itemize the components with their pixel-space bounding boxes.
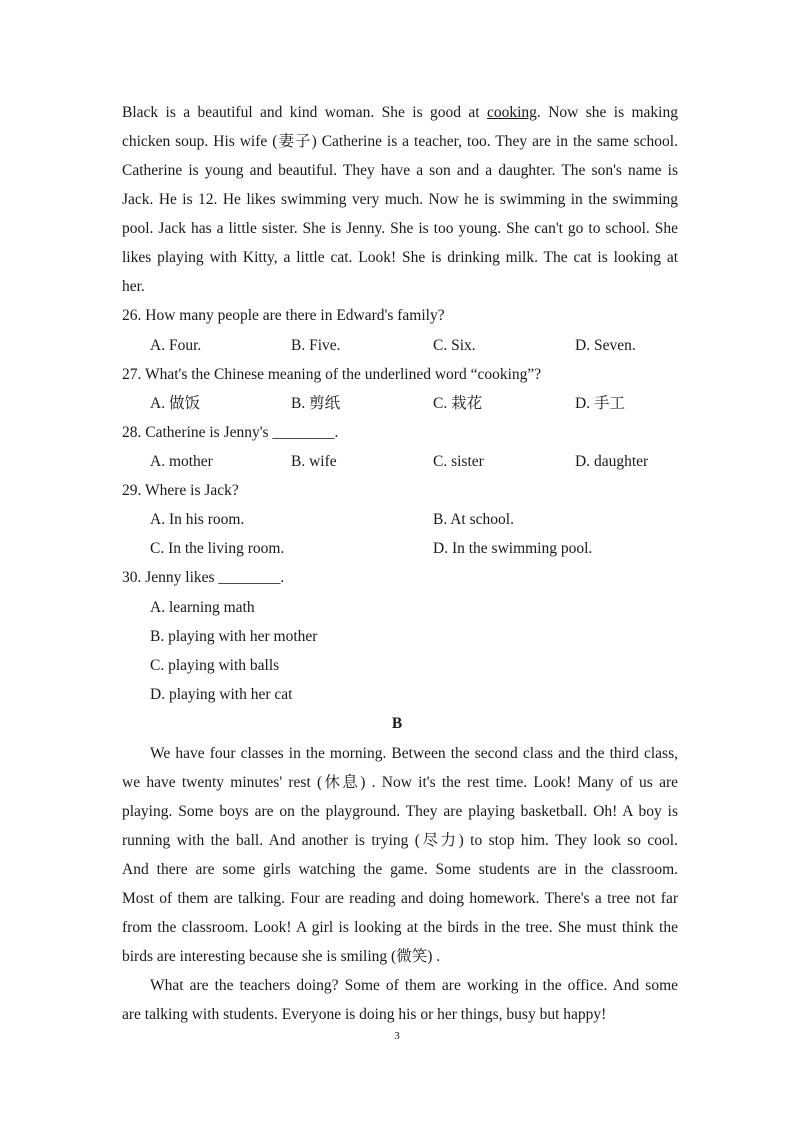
page-number: 3 [394,1030,400,1042]
section-b-p1-line-4: running with the ball. And another is trying (尽力) to stop him. They look so cool. [122,832,678,849]
question-30-option-a: A. learning math [150,599,255,616]
passage-text: . Now she is making [536,104,678,121]
section-b-p1-line-2: we have twenty minutes' rest (休息) . Now it's the rest time. Look! Many of us are [122,774,678,791]
underlined-word-cooking: cooking [486,104,537,121]
section-b-p2-line-1: What are the teachers doing? Some of them are working in the office. And some [150,977,678,994]
question-28-option-b: B. wife [291,453,337,470]
question-30-stem: 30. Jenny likes ________. [122,569,285,586]
question-27-option-a: A. 做饭 [150,395,200,412]
question-28-stem: 28. Catherine is Jenny's ________. [122,424,339,441]
question-26-stem: 26. How many people are there in Edward's family? [122,307,445,324]
question-26-option-d: D. Seven. [575,337,636,354]
passage-a-line-2: chicken soup. His wife (妻子) Catherine is a teacher, too. They are in the same school. [122,133,678,150]
question-29-option-d: D. In the swimming pool. [433,540,593,557]
question-29-option-b: B. At school. [433,511,514,528]
passage-a-line-3: Catherine is young and beautiful. They have a son and a daughter. The son's name is [122,162,678,179]
passage-a-line-1 [122,103,678,123]
question-27-option-b: B. 剪纸 [291,395,341,412]
section-b-title: B [391,715,403,732]
section-b-p1-line-5: And there are some girls watching the game. Some students are in the classroom. [122,861,678,878]
question-27-option-d: D. 手工 [575,395,625,412]
passage-a-line-6: likes playing with Kitty, a little cat. Look! She is drinking milk. The cat is looking at [122,249,678,266]
question-27-stem: 27. What's the Chinese meaning of the underlined word “cooking”? [122,366,542,383]
section-b-p1-line-6: Most of them are talking. Four are reading and doing homework. There's a tree not far [122,890,678,907]
question-27-option-c: C. 栽花 [433,395,483,412]
question-28-option-d: D. daughter [575,453,649,470]
section-b-p1-line-8: birds are interesting because she is smiling (微笑) . [122,948,441,965]
question-30-option-b: B. playing with her mother [150,628,318,645]
section-b-p1-line-1: We have four classes in the morning. Between the second class and the third class, [150,745,678,762]
section-b-p1-line-3: playing. Some boys are on the playground. They are playing basketball. Oh! A boy is [122,803,678,820]
question-29-option-c: C. In the living room. [150,540,285,557]
question-28-option-a: A. mother [150,453,213,470]
question-28-option-c: C. sister [433,453,484,470]
question-29-option-a: A. In his room. [150,511,245,528]
passage-a-line-5: pool. Jack has a little sister. She is Jenny. She is too young. She can't go to school. She [122,220,678,237]
passage-text: Black is a beautiful and kind woman. She is good at [122,104,487,121]
question-30-option-d: D. playing with her cat [150,686,293,703]
question-26-option-a: A. Four. [150,337,202,354]
question-26-option-c: C. Six. [433,337,476,354]
section-b-p1-line-7: from the classroom. Look! A girl is looking at the birds in the tree. She must think the [122,919,678,936]
question-26-option-b: B. Five. [291,337,341,354]
question-30-option-c: C. playing with balls [150,657,280,674]
question-29-stem: 29. Where is Jack? [122,482,239,499]
section-b-p2-line-2: are talking with students. Everyone is doing his or her things, busy but happy! [122,1006,607,1023]
passage-a-line-4: Jack. He is 12. He likes swimming very much. Now he is swimming in the swimming [122,191,678,208]
passage-a-line-7: her. [122,278,145,295]
